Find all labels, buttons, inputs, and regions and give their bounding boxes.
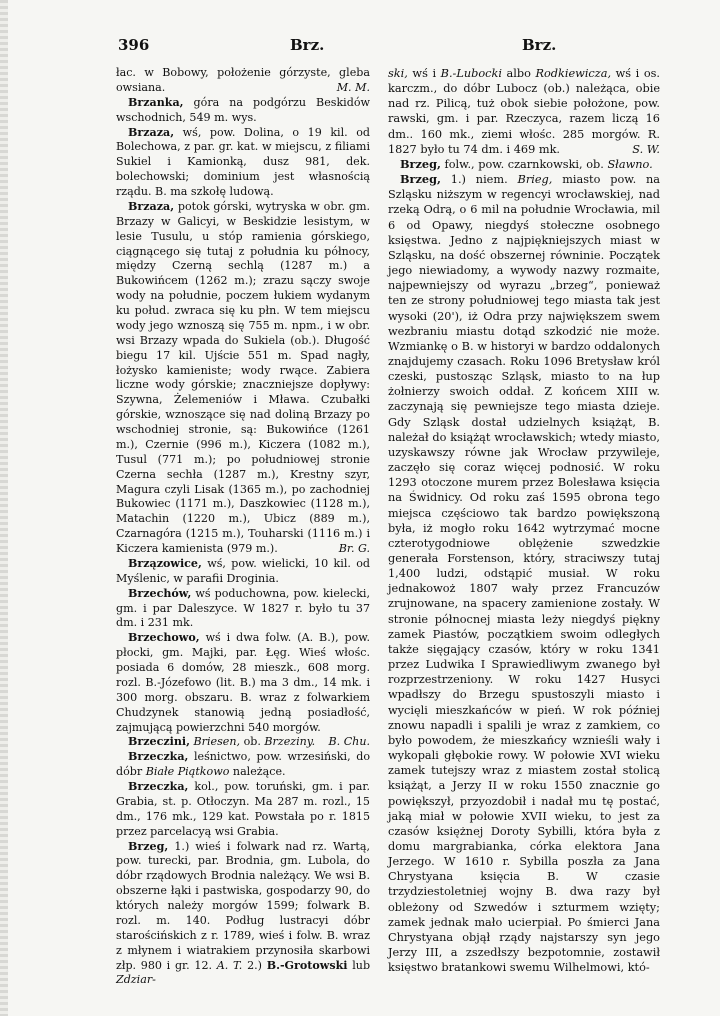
entry-paragraph xyxy=(116,96,370,126)
entry-text: łac. w Bobowy, położenie górzyste, gleba owsiana. xyxy=(116,66,370,94)
entry-text: góra na podgórzu Beskidów wschodnich, 549 m. wys. xyxy=(116,95,370,124)
headword: B.-Grotowski xyxy=(266,958,348,972)
entry-paragraph xyxy=(116,557,370,587)
entry-paragraph xyxy=(116,780,370,840)
entry-paragraph xyxy=(116,840,370,989)
entry-text: wś, pow. wielicki, 10 kil. od Myślenic, w parafii Droginia. xyxy=(116,556,371,585)
headword: Brzeczka, xyxy=(128,750,189,764)
headword: Brzązowice, xyxy=(128,556,202,570)
place-name: ski, xyxy=(388,67,408,80)
headword: Brzaza, xyxy=(128,125,175,139)
entry-text: kol., pow. toruński, gm. i par. Grabia, st. p. Otłoczyn. Ma 287 m. rozl., 15 dm., 176 mk., 129 kat. Powstała po r. 1815 przez parcelacyą wsi Grabia. xyxy=(116,780,370,838)
page-number: 396 xyxy=(118,36,150,54)
headword: Brzanka, xyxy=(128,95,184,109)
headword: Brzechowo, xyxy=(128,631,200,645)
entry-text: ob. xyxy=(243,735,261,749)
place-name: Rodkiewicza, xyxy=(535,67,612,80)
entry-paragraph xyxy=(116,126,370,200)
entry-text: folw., pow. czarnkowski, ob. xyxy=(444,157,604,171)
entry-paragraph xyxy=(116,750,370,780)
entry-paragraph xyxy=(116,587,370,632)
author-signature: Br. G. xyxy=(338,542,370,555)
headword: Brzeg, xyxy=(400,172,441,187)
headword: Brzeg, xyxy=(128,839,169,853)
german-name: Brieg, xyxy=(517,173,553,187)
running-head-left: Brz. xyxy=(290,36,325,54)
running-head-right: Brz. xyxy=(522,36,557,54)
author-signature: A. T. xyxy=(216,958,243,972)
scan-edge xyxy=(0,0,8,1016)
entry-text: 1.) wieś i folwark nad rz. Wartą, pow. turecki, par. Brodnia, gm. Lubola, do dóbr rządowych Brodnia należący. We wsi B. obszerne łąki i pastwiska, gospodarzy 90, do których należy morgów 1599; folwark B. rozl. m. 140. Podług lustracyi dóbr starościńskich z r. 1789, wieś i folw. B. wraz z młynem i wiatrakiem przynosiła skarbowi złp. 980 i gr. 12. xyxy=(116,839,370,972)
entry-text: 1.) niem. xyxy=(450,173,508,187)
entry-text: miasto pow. na Szląsku niższym w regencyi wrocławskiej, nad rzeką Odrą, o 6 mil na południe Wrocławia, mil 6 od Opawy, niegdyś stołeczne osobnego księstwa. Jedno z najpiękniejszych miast w Szląsku, na dość obszernej równinie. Początek jego niewiadomy, a wywody nazwy rozmaite, najpewniejszy od wyrazu „brzeg“, ponieważ ten ze strony południowej tego miasta tak jest wysoki (20'), iż Odra przy największem swem wezbraniu miastu dotąd szkodzić nie może. Wzmiankę o B. w historyi w bardzo oddalonych znajdujemy czasach. Roku 1096 Bretysław król czeski, pustosząc Szląsk, miasto to na łup żołnierzy swoich oddał. Z końcem XIII w. zaczynają się pewniejsze tego miasta dzieje. Gdy Szląsk dostał udzielnych książąt, B. należał do książąt wrocławskich; wtedy miasto, uzyskawszy równe jak Wrocław przywileje, zaczęło się coraz więcej podnosić. W roku 1293 otoczone murem przez Bolesława księcia na Świdnicy. Od roku zaś 1595 obrona tego miejsca częściowo tak bardzo powiększoną była, iż mogło roku 1642 wytrzymać mocne czterotygodniowe oblężenie szwedzkie generała Forstenson, który, straciwszy tutaj 1,400 ludzi, odstąpić musiał. W roku jednakowoż 1807 wały przez Francuzów zrujnowane, na spacery zamienione zostały. W stronie północnej miasta leży niegdyś piękny zamek Piastów, początkiem swoim odległych także sięgający czasów, który w roku 1341 przez Ludwika I Sprawiedliwym zwanego był rozprzestrzeniony. W roku 1427 Husyci wpadłszy do Brzegu spustoszyli miasto i wycięli mieszkańców w pień. W rok później znowu napadli i spalili je wraz z zamkiem, co było powodem, że mieszkańcy wznieśli wały i wykopali głębokie rowy. W połowie XVI wieku zamek tutejszy wraz z miastem został stolicą książąt, a Jerzy II w roku 1550 znacznie go powiększył, przyozdobił i nadał mu tę postać, jaką miał w połowie XVII wieku, to jest za czasów księżnej Doroty Sybilli, która była z domu margrabianka, córka elektora Jana Jerzego. W 1610 r. Sybilla poszła za Jana Chrystyana księcia B. W czasie trzydziestoletniej wojny B. dwa razy był obleżony od Szwedów i szturmem wzięty; zamek jednak mało ucierpiał. Po śmierci Jana Chrystyana objął rządy najstarszy syn jego Jerzy III, a zszedłszy bezpotomnie, zostawił księstwo bratankowi swemu Wilhelmowi, któ- xyxy=(388,173,661,975)
entry-text: należące. xyxy=(232,765,286,779)
right-column xyxy=(388,66,660,975)
entry-text: wś i os. karczm., do dóbr Lubocz (ob.) należąca, obie nad rz. Pilicą, tuż obok siebie położone, pow. rawski, gm. i par. Rzeczyca, razem liczą 16 dm.. 160 mk., ziemi włośc. 285 morgów. R. 1827 było tu 74 dm. i 469 mk. xyxy=(388,67,661,156)
entry-text: potok górski, wytryska w obr. gm. Brzazy w Galicyi, w Beskidzie lesistym, w lesie Tusulu, u stóp ramienia górskiego, ciągnącego się tutaj z południa ku północy, między Czerną sechlą (1287 m.) a Bukowińcem (1262 m.); zrazu sączy swoje wody na południe, poczem łukiem wydanym ku połud. zwraca się ku płn. W tem miejscu wody jego wznoszą się 755 m. npm., i w obr. wsi Brzazy wpada do Sukiela (ob.). Długość biegu 17 kil. Ujście 551 m. Spad nagły, łożysko kamieniste; wody rwące. Zabiera liczne wody górskie; znaczniejsze dopływy: Szywna, Żelemeniów i Mława. Czubałki górskie, wznoszące się nad doliną Brzazy po wschodniej stronie, są: Bukowińce (1261 m.), Czernie (996 m.), Kiczera (1082 m.), Tusul (771 m.); po południowej stronie Czerna sechła (1287 m.), Krestny szyr, Magura czyli Lisak (1365 m.), po zachodniej Bukowiec (1171 m.), Daszkowiec (1128 m.), Matachin (1220 m.), Ubicz (889 m.), Czarnagóra (1215 m.), Touharski (1116 m.) i Kiczera kamienista (979 m.). xyxy=(116,199,370,555)
entry-paragraph xyxy=(116,66,370,96)
entry-paragraph xyxy=(388,172,660,975)
entry-text: wś poduchowna, pow. kielecki, gm. i par Daleszyce. W 1827 r. było tu 37 dm. i 231 mk. xyxy=(116,586,371,630)
author-signature: S. W. xyxy=(632,142,660,156)
german-name: Briesen, xyxy=(193,735,241,749)
entry-text: wś, pow. Dolina, o 19 kil. od Bolechowa, z par. gr. kat. w miejscu, z filiami Sukiel i Kamionką, dusz 981, dek. bolechowski; dominium jest własnością rządu. B. ma szkołę ludową. xyxy=(116,125,370,198)
headword: Brzechów, xyxy=(128,586,192,600)
entry-text: leśnictwo, pow. wrzesiński, do dóbr xyxy=(116,750,370,779)
headword: Brzeczini, xyxy=(128,735,190,749)
place-name: Zdziar- xyxy=(116,973,156,987)
place-name: B.-Lubocki xyxy=(440,67,502,80)
entry-paragraph xyxy=(388,66,660,157)
author-signature: B. Chu. xyxy=(328,735,370,749)
entry-text: lub xyxy=(352,958,371,972)
entry-paragraph xyxy=(116,200,370,557)
place-name: Białe Piątkowo xyxy=(145,765,230,779)
cross-reference: Sławno. xyxy=(607,157,653,171)
headword: Brzeg, xyxy=(400,156,441,171)
entry-paragraph xyxy=(388,157,660,172)
headword: Brzeczka, xyxy=(128,780,189,793)
left-column xyxy=(116,66,370,988)
entry-text: 2.) xyxy=(247,958,262,972)
cross-reference: Brzeziny. xyxy=(264,735,316,749)
entry-text: wś i dwa folw. (A. B.), pow. płocki, gm. Majki, par. Łęg. Wieś włośc. posiada 6 domów, 28 mieszk., 608 morg. rozl. B.-Józefowo (lit. B.) ma 3 dm., 14 mk. i 300 morg. obszaru. B. wraz z folwarkiem Chudzynek stanowią jedną posiadłość, zajmującą powierzchni 540 morgów. xyxy=(116,631,371,734)
headword: Brzaza, xyxy=(128,199,175,213)
author-signature: M. M. xyxy=(336,80,370,94)
entry-text: albo xyxy=(506,67,531,80)
entry-text: wś i xyxy=(412,67,437,80)
